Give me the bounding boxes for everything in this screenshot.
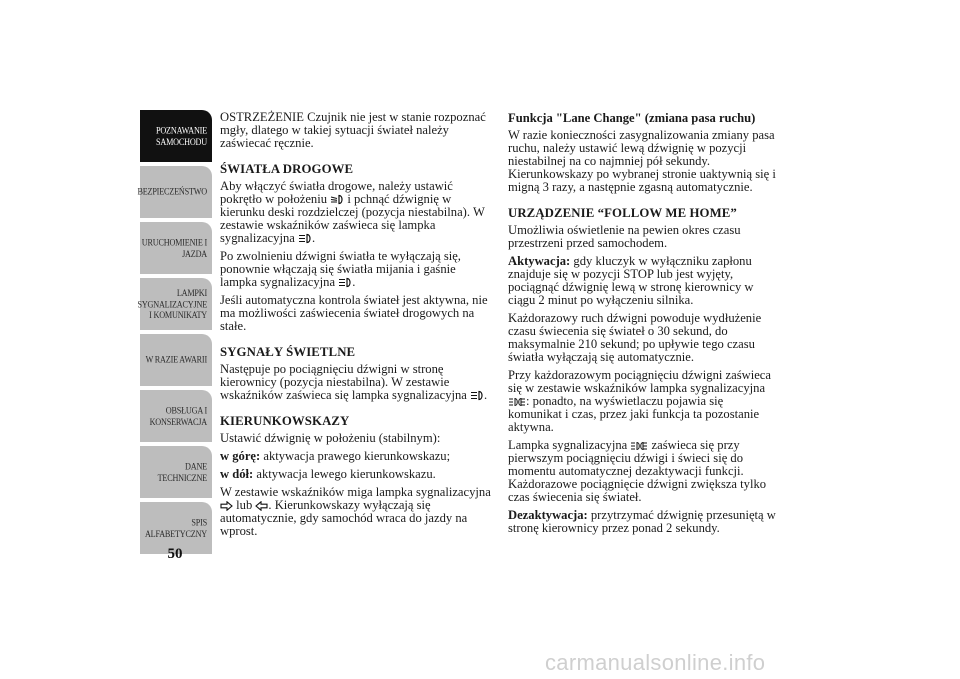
page-number: 50 bbox=[167, 546, 183, 562]
tab-label: OBSŁUGA I KONSERWACJA bbox=[149, 405, 207, 427]
tab-label: W RAZIE AWARII bbox=[145, 354, 207, 365]
tab-bezpieczenstwo[interactable] bbox=[137, 166, 212, 218]
tab-lampki-sygnalizacyjne[interactable] bbox=[137, 278, 212, 330]
high-beam-paragraph-1: Aby włączyć światła drogowe, należy ustawić pokrętło w położeniu i pchnąć dźwignię w kierunku deski rozdzielczej (pozycja niestabilna). W zestawie wskaźników zaświeca się lampka sygnalizacyjna . bbox=[220, 179, 485, 245]
indicators-intro: Ustawić dźwignię w położeniu (stabilnym): bbox=[220, 431, 441, 445]
heading-flash: SYGNAŁY ŚWIETLNE bbox=[220, 345, 356, 359]
follow-me-activation: Aktywacja: gdy kluczyk w wyłączniku zapłonu znajduje się w pozycji STOP lub jest wyjęty, pociągnąć dźwignię lewą w stronę kierownicy w ciągu 2 minut po wyłączeniu silnika. bbox=[508, 254, 754, 307]
tab-uruchomienie-i-jazda[interactable] bbox=[140, 222, 212, 274]
heading-indicators: KIERUNKOWSKAZY bbox=[220, 414, 350, 428]
chapter-sidebar bbox=[137, 110, 212, 558]
follow-me-home-icon bbox=[508, 397, 526, 407]
tab-label: SPIS ALFABETYCZNY bbox=[144, 517, 207, 539]
high-beam-paragraph-2: Po zwolnieniu dźwigni światła te wyłączają się, ponownie włączają się światła mijania i gaśnie lampka sygnalizacyjna . bbox=[220, 249, 461, 289]
right-column bbox=[508, 111, 780, 540]
indicators-down: w dół: aktywacja lewego kierunkowskazu. bbox=[220, 467, 436, 481]
tab-label: BEZPIECZEŃSTWO bbox=[137, 186, 207, 197]
tab-w-razie-awarii[interactable] bbox=[140, 334, 212, 386]
high-beam-icon bbox=[338, 277, 352, 288]
follow-me-deactivation: Dezaktywacja: przytrzymać dźwignię przesuniętą w stronę kierownicy przez ponad 2 sekundy. bbox=[508, 508, 776, 535]
heading-follow-me-home: URZĄDZENIE “FOLLOW ME HOME” bbox=[508, 206, 737, 220]
heading-lane-change: Funkcja "Lane Change" (zmiana pasa ruchu) bbox=[508, 111, 756, 125]
tab-obsluga-i-konserwacja[interactable] bbox=[140, 390, 212, 442]
left-column bbox=[220, 111, 492, 543]
heading-high-beam: ŚWIATŁA DROGOWE bbox=[220, 162, 354, 176]
follow-me-home-icon bbox=[630, 441, 648, 451]
tab-label: DANE TECHNICZNE bbox=[157, 461, 207, 483]
high-beam-icon bbox=[298, 233, 312, 244]
warning-text: OSTRZEŻENIE Czujnik nie jest w stanie rozpoznać mgły, dlatego w takiej sytuacji świateł należy zaświecać ręcznie. bbox=[220, 110, 486, 150]
tab-dane-techniczne[interactable] bbox=[140, 446, 212, 498]
low-beam-icon bbox=[330, 194, 344, 205]
high-beam-paragraph-3: Jeśli automatyczna kontrola świateł jest aktywna, nie ma możliwości zaświecenia świateł drogowych na stałe. bbox=[220, 293, 488, 333]
follow-me-intro: Umożliwia oświetlenie na pewien okres czasu przestrzeni przed samochodem. bbox=[508, 223, 741, 250]
turn-right-arrow-icon bbox=[220, 501, 233, 511]
turn-left-arrow-icon bbox=[255, 501, 268, 511]
tab-label: POZNAWANIE SAMOCHODU bbox=[155, 125, 207, 147]
flash-paragraph: Następuje po pociągnięciu dźwigni w stronę kierownicy (pozycja niestabilna). W zestawie wskaźników zaświeca się lampka sygnalizacyjna . bbox=[220, 362, 488, 402]
tab-label: URUCHOMIENIE I JAZDA bbox=[141, 237, 207, 259]
follow-me-paragraph-4: Lampka sygnalizacyjna zaświeca się przy pierwszym pociągnięciu dźwigi i świeci się do momentu automatycznej dezaktywacji funkcji. Każdorazowe pociągnięcie dźwigni zwiększa tylko czas świecenia się świateł. bbox=[508, 438, 767, 504]
follow-me-paragraph-3: Przy każdorazowym pociągnięciu dźwigni zaświeca się w zestawie wskaźników lampka sygnalizacyjna : ponadto, na wyświetlaczu pojawia się komunikat i czas, przez jaki funkcja ta pozostanie aktywna. bbox=[508, 368, 771, 434]
watermark: carmanualsonline.info bbox=[545, 650, 766, 675]
tab-label: LAMPKI SYGNALIZACYJNE I KOMUNIKATY bbox=[137, 287, 207, 320]
lane-change-paragraph: W razie konieczności zasygnalizowania zmiany pasa ruchu, należy ustawić lewą dźwignię w pozycji niestabilnej na co najmniej pół sekundy. Kierunkowskazy po wybranej stronie uaktywnią się i migną 3 razy, a następnie zgasną automatycznie. bbox=[508, 128, 776, 194]
follow-me-paragraph-2: Każdorazowy ruch dźwigni powoduje wydłużenie czasu świecenia się świateł o 30 sekund, do maksymalnie 210 sekund; po upływie tego czasu światła wyłączają się automatycznie. bbox=[508, 311, 762, 364]
high-beam-icon bbox=[470, 390, 484, 401]
indicators-up: w górę: aktywacja prawego kierunkowskazu; bbox=[220, 449, 451, 463]
indicators-paragraph: W zestawie wskaźników miga lampka sygnalizacyjna lub . Kierunkowskazy wyłączają się automatycznie, gdy samochód wraca do jazdy na wprost. bbox=[220, 485, 491, 538]
tab-poznawanie-samochodu[interactable] bbox=[140, 110, 212, 162]
